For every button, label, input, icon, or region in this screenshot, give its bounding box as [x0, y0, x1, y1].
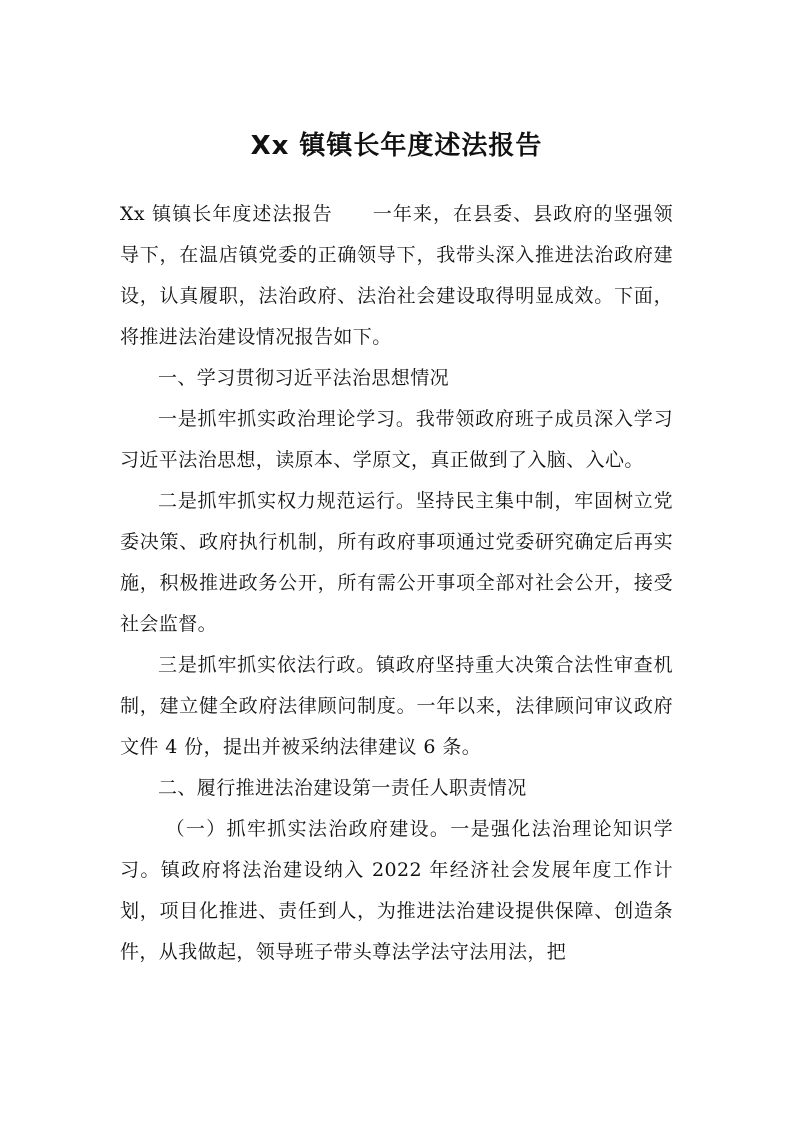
document-body: [120, 194, 673, 973]
document-title: Xx 镇镇长年度述法报告: [250, 131, 543, 161]
paragraph-point-1: 一是抓牢抓实政治理论学习。我带领政府班子成员深入学习习近平法治思想，读原本、学原文，真正做到了入脑、入心。: [120, 408, 673, 471]
paragraph-point-2: 二是抓牢抓实权力规范运行。坚持民主集中制，牢固树立党委决策、政府执行机制，所有政府事项通过党委研究确定后再实施，积极推进政务公开，所有需公开事项全部对社会公开，接受社会监督。: [120, 490, 673, 635]
paragraph-subsection-1: （一）抓牢抓实法治政府建设。一是强化法治理论知识学习。镇政府将法治建设纳入 2022 年经济社会发展年度工作计划，项目化推进、责任到人，为推进法治建设提供保障、创造条件，从我做起，领导班子带头尊法学法守法用法，把: [120, 818, 673, 963]
section-heading-1: 一、学习贯彻习近平法治思想情况: [158, 367, 450, 389]
paragraph-point-3: 三是抓牢抓实依法行政。镇政府坚持重大决策合法性审查机制，建立健全政府法律顾问制度。一年以来，法律顾问审议政府文件 4 份，提出并被采纳法律建议 6 条。: [120, 654, 673, 758]
paragraph-intro: Xx 镇镇长年度述法报告 一年来，在县委、县政府的坚强领导下，在温店镇党委的正确领导下，我带头深入推进法治政府建设，认真履职，法治政府、法治社会建设取得明显成效。下面，将推进法治建设情况报告如下。: [120, 203, 673, 348]
section-heading-2: 二、履行推进法治建设第一责任人职责情况: [158, 777, 527, 799]
